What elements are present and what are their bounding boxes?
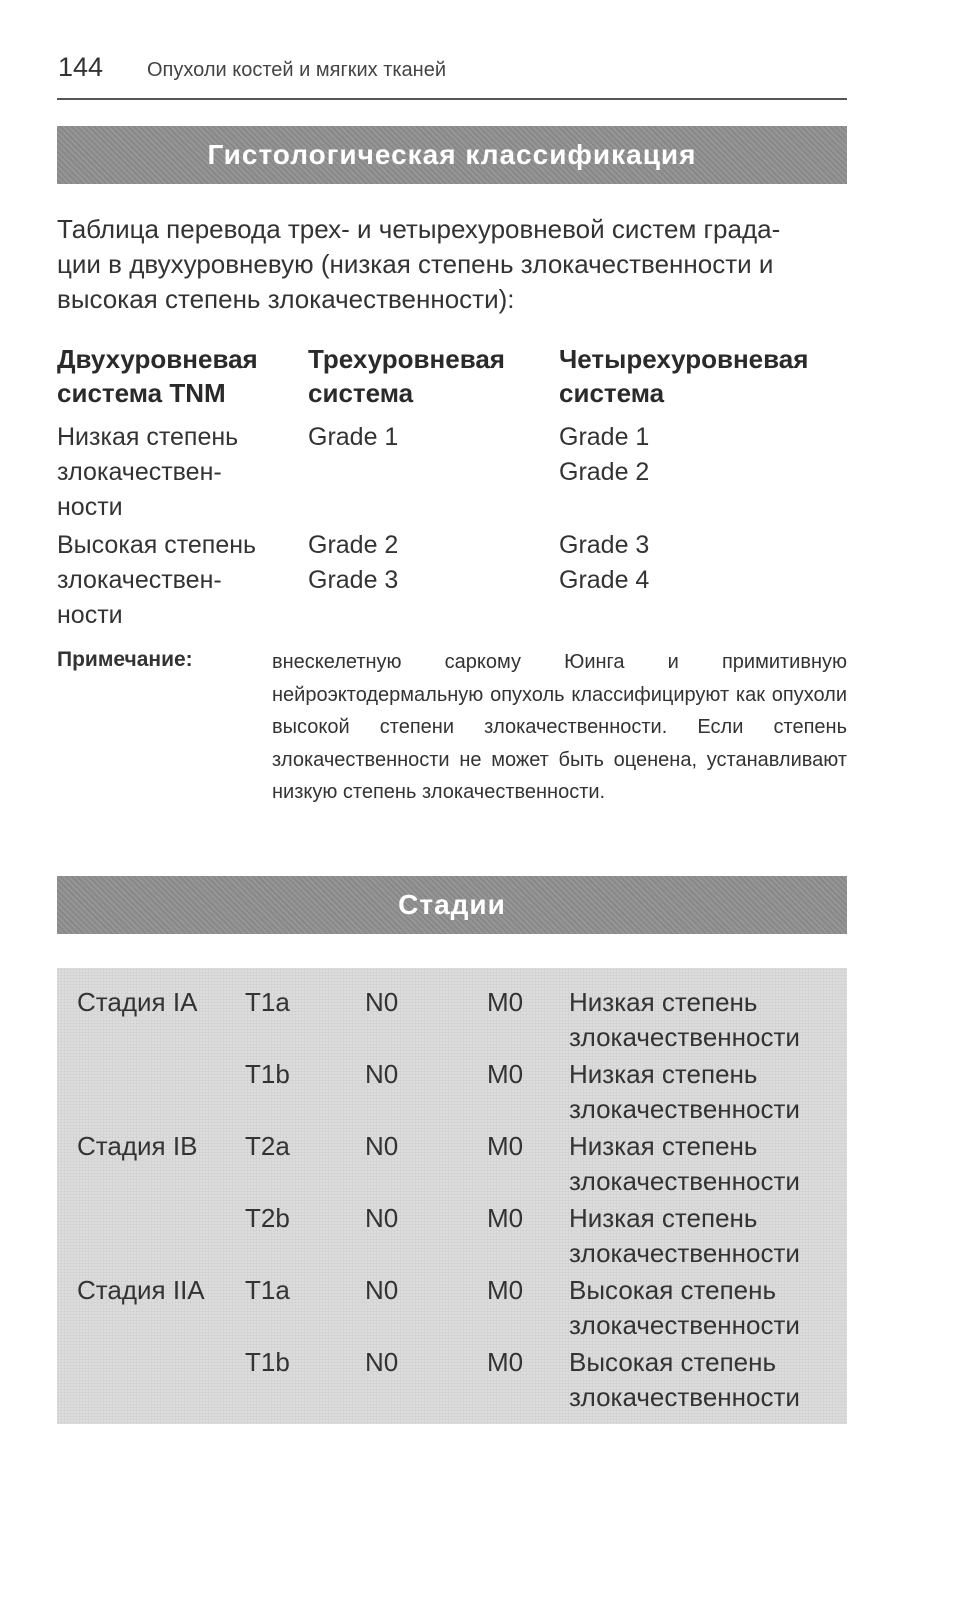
header-line: система: [559, 378, 665, 408]
note-label: Примечание:: [57, 648, 193, 671]
table-row: [57, 1345, 847, 1417]
table-row: [57, 1129, 847, 1201]
cell-three-level: [308, 528, 548, 598]
n-cell: N0: [365, 1347, 399, 1377]
cell-three-level: [308, 420, 548, 455]
grade-line: злокачественности: [569, 1094, 800, 1124]
cell-line: ности: [57, 601, 123, 629]
header-three-level: [308, 342, 548, 410]
section-title-histology: Гистологическая классификация: [57, 126, 847, 184]
table-row: [57, 1273, 847, 1345]
grade-line: злокачественности: [569, 1310, 800, 1340]
header-line: Двухуровневая: [57, 344, 258, 374]
intro-line: ции в двухуровневую (низкая степень злокачественности и: [57, 249, 774, 279]
m-cell: M0: [487, 1347, 524, 1377]
running-title: Опухоли костей и мягких тканей: [147, 59, 447, 81]
n-cell: N0: [365, 1275, 399, 1305]
t-cell: T2a: [245, 1131, 290, 1161]
cell-line: Grade 2: [559, 458, 650, 486]
note-text: внескелетную саркому Юинга и примитивную нейроэктодермальную опухоль классифицируют как опухоли высокой степени злокачественности. Если степень злокачественности не может быть оценена, устанавливают низкую степень злокачественности.: [272, 651, 847, 803]
stage-cell: Стадия IA: [77, 987, 198, 1017]
grade-cell: [569, 1273, 800, 1343]
n-cell: N0: [365, 1059, 399, 1089]
header-line: система TNM: [57, 378, 226, 408]
header-four-level: [559, 342, 849, 410]
cell-line: Grade 2: [308, 531, 399, 559]
cell-two-level: [57, 528, 297, 633]
n-cell: N0: [365, 1131, 399, 1161]
cell-line: злокачествен-: [57, 458, 222, 486]
grade-cell: [569, 985, 800, 1055]
grade-cell: [569, 1345, 800, 1415]
stage-cell: Стадия IB: [77, 1131, 198, 1161]
cell-line: Высокая степень: [57, 531, 257, 559]
grade-line: злокачественности: [569, 1238, 800, 1268]
grade-line: злокачественности: [569, 1382, 800, 1412]
cell-line: ности: [57, 493, 123, 521]
table-row: [57, 1201, 847, 1273]
stage-cell: Стадия IIA: [77, 1275, 205, 1305]
cell-four-level: [559, 528, 849, 598]
header-two-level: [57, 342, 297, 410]
grade-cell: [569, 1201, 800, 1271]
grade-line: Низкая степень: [569, 1203, 758, 1233]
cell-four-level: [559, 420, 849, 490]
page-number: 144: [58, 52, 104, 82]
header-line: система: [308, 378, 414, 408]
t-cell: T2b: [245, 1203, 290, 1233]
m-cell: M0: [487, 987, 524, 1017]
table-row: [57, 1057, 847, 1129]
m-cell: M0: [487, 1203, 524, 1233]
t-cell: T1b: [245, 1347, 290, 1377]
cell-line: Grade 1: [559, 423, 650, 451]
cell-line: Grade 3: [308, 566, 399, 594]
t-cell: T1b: [245, 1059, 290, 1089]
n-cell: N0: [365, 1203, 399, 1233]
grade-line: Высокая степень: [569, 1275, 777, 1305]
grading-table-header: [57, 342, 847, 412]
intro-line: Таблица перевода трех- и четырехуровневой систем града-: [57, 214, 781, 244]
grade-cell: [569, 1129, 800, 1199]
grade-cell: [569, 1057, 800, 1127]
m-cell: M0: [487, 1131, 524, 1161]
table-row: [57, 985, 847, 1057]
grade-line: Высокая степень: [569, 1347, 777, 1377]
header-line: Четырехуровневая: [559, 344, 809, 374]
running-header: [57, 50, 847, 100]
cell-line: Grade 3: [559, 531, 650, 559]
n-cell: N0: [365, 987, 399, 1017]
stages-table: [57, 968, 847, 1424]
t-cell: T1a: [245, 1275, 290, 1305]
cell-line: злокачествен-: [57, 566, 222, 594]
grade-line: злокачественности: [569, 1022, 800, 1052]
grade-line: Низкая степень: [569, 1059, 758, 1089]
intro-paragraph: [57, 212, 847, 317]
cell-line: Grade 4: [559, 566, 650, 594]
intro-line: высокая степень злокачественности):: [57, 284, 515, 314]
header-line: Трехуровневая: [308, 344, 505, 374]
m-cell: M0: [487, 1059, 524, 1089]
section-title-stages: Стадии: [57, 876, 847, 934]
t-cell: T1a: [245, 987, 290, 1017]
cell-line: Низкая степень: [57, 423, 239, 451]
m-cell: M0: [487, 1275, 524, 1305]
cell-two-level: [57, 420, 297, 525]
grade-line: Низкая степень: [569, 987, 758, 1017]
cell-line: Grade 1: [308, 423, 399, 451]
grade-line: злокачественности: [569, 1166, 800, 1196]
grade-line: Низкая степень: [569, 1131, 758, 1161]
